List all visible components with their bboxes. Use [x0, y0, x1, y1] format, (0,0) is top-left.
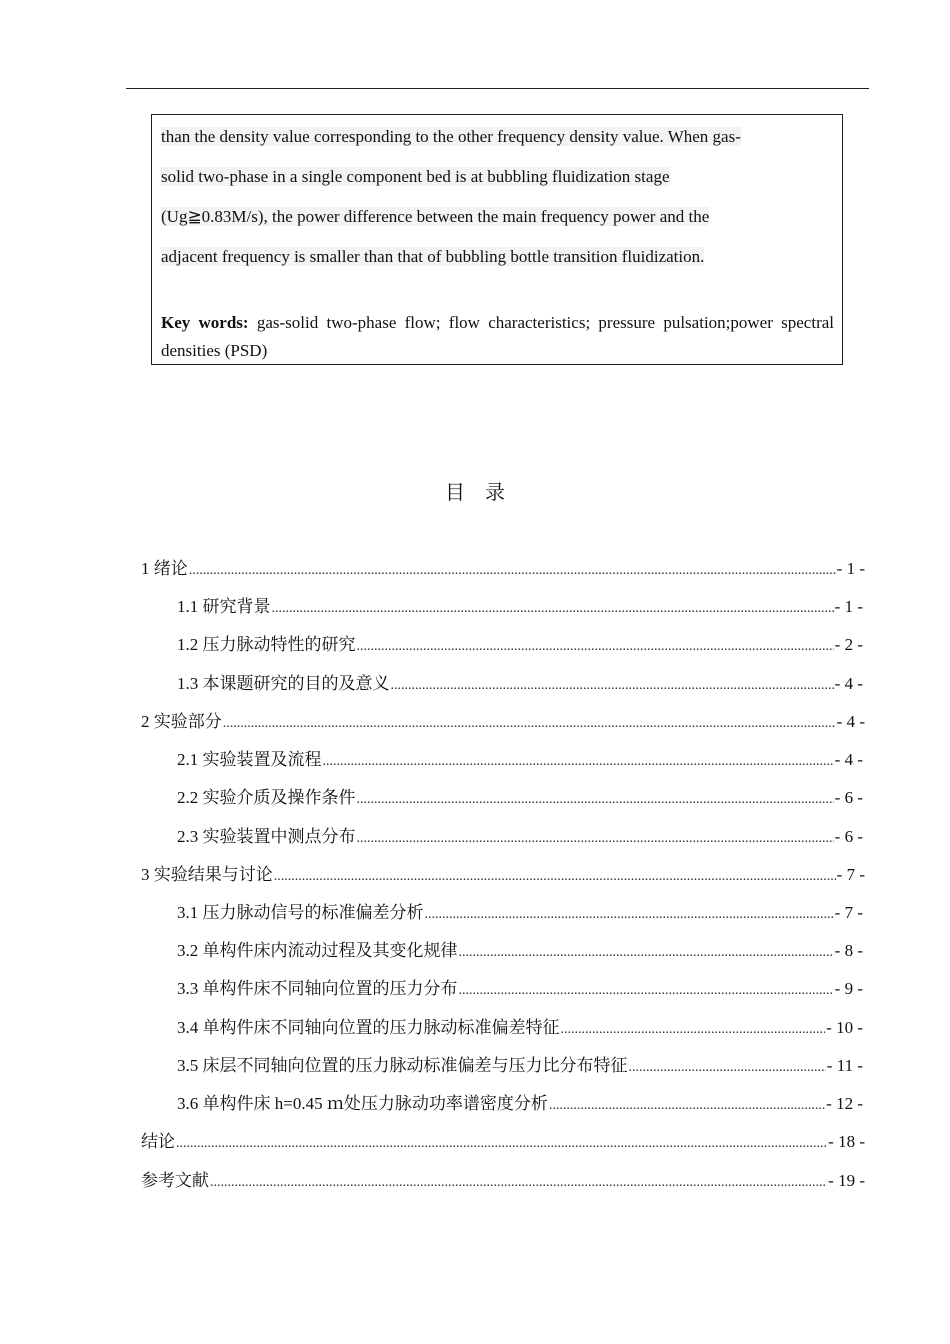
toc-entry[interactable] [177, 748, 863, 772]
toc-entry-label: 2.3 实验装置中测点分布 [177, 827, 356, 846]
toc-entry[interactable] [177, 977, 863, 1001]
toc-entry-page: - 1 - [834, 597, 863, 616]
toc-leader [323, 750, 834, 774]
toc-entry-label: 3 实验结果与讨论 [141, 865, 273, 884]
toc-leader [210, 1171, 827, 1195]
abstract-paragraph [161, 117, 834, 277]
toc-entry-page: - 7 - [834, 903, 863, 922]
toc-entry-label: 2 实验部分 [141, 712, 222, 731]
toc-leader [189, 559, 836, 583]
toc-entry[interactable] [177, 672, 863, 696]
toc-leader [549, 1094, 825, 1118]
toc-entry-label: 结论 [141, 1132, 175, 1151]
abstract-line-4: adjacent frequency is smaller than that of bubbling bottle transition fluidization. [161, 247, 705, 266]
toc-entry-label: 3.2 单构件床内流动过程及其变化规律 [177, 941, 458, 960]
toc-entry[interactable] [177, 901, 863, 925]
toc-entry[interactable] [141, 557, 865, 581]
toc-entry-page: - 11 - [826, 1056, 863, 1075]
toc-entry[interactable] [177, 1092, 863, 1116]
toc-leader [459, 941, 834, 965]
toc-leader [459, 979, 834, 1003]
toc-entry-page: - 6 - [834, 827, 863, 846]
toc-entry-label: 1.1 研究背景 [177, 597, 271, 616]
toc-entry[interactable] [177, 633, 863, 657]
toc-entry-label: 3.6 单构件床 h=0.45 ｍ处压力脉动功率谱密度分析 [177, 1094, 548, 1113]
toc-entry-page: - 8 - [834, 941, 863, 960]
toc-entry[interactable] [141, 710, 865, 734]
toc-entry-label: 参考文献 [141, 1171, 209, 1190]
toc-entry-page: - 7 - [836, 865, 865, 884]
toc-entry-label: 1.3 本课题研究的目的及意义 [177, 674, 390, 693]
toc-entry[interactable] [177, 1054, 863, 1078]
toc-entry[interactable] [177, 1016, 863, 1040]
toc-leader [425, 903, 834, 927]
toc-entry-label: 2.1 实验装置及流程 [177, 750, 322, 769]
toc-entry[interactable] [141, 1130, 865, 1154]
toc-entry-page: - 4 - [834, 750, 863, 769]
toc-entry[interactable] [177, 939, 863, 963]
toc-entry-label: 3.4 单构件床不同轴向位置的压力脉动标准偏差特征 [177, 1018, 560, 1037]
toc-entry-page: - 19 - [828, 1171, 865, 1190]
toc-entry[interactable] [141, 1169, 865, 1193]
toc-entry-label: 3.1 压力脉动信号的标准偏差分析 [177, 903, 424, 922]
toc-entry-page: - 12 - [826, 1094, 863, 1113]
toc-leader [176, 1132, 827, 1156]
toc-leader [272, 597, 834, 621]
toc-entry[interactable] [177, 825, 863, 849]
toc-entry-page: - 1 - [836, 559, 865, 578]
toc-leader [357, 635, 834, 659]
toc-leader [561, 1018, 826, 1042]
toc-entry[interactable] [141, 863, 865, 887]
toc-leader [357, 827, 834, 851]
toc-leader [357, 788, 834, 812]
keywords-label: Key words: [161, 313, 249, 332]
abstract-line-1: than the density value corresponding to the other frequency density value. When gas- [161, 127, 741, 146]
toc-entry-page: - 2 - [834, 635, 863, 654]
toc-entry-page: - 10 - [826, 1018, 863, 1037]
toc-entry-page: - 4 - [836, 712, 865, 731]
abstract-line-3: (Ug≧0.83M/s), the power difference between the main frequency power and the [161, 207, 710, 226]
toc-title-text: 目 录 [445, 480, 505, 504]
keywords [161, 309, 834, 365]
toc-entry-page: - 18 - [828, 1132, 865, 1151]
toc-leader [274, 865, 836, 889]
toc-entry-page: - 4 - [834, 674, 863, 693]
toc-entry-label: 2.2 实验介质及操作条件 [177, 788, 356, 807]
toc-leader [223, 712, 836, 736]
toc-entry-page: - 6 - [834, 788, 863, 807]
header-rule [126, 88, 869, 89]
toc-entry-label: 1.2 压力脉动特性的研究 [177, 635, 356, 654]
toc-entry-label: 1 绪论 [141, 559, 188, 578]
toc-entry[interactable] [177, 595, 863, 619]
toc-entry[interactable] [177, 786, 863, 810]
toc-entry-page: - 9 - [834, 979, 863, 998]
toc-title [0, 476, 950, 505]
keywords-text: gas-solid two-phase flow; flow characteristics; pressure pulsation;power spectral densities (PSD) [161, 313, 834, 360]
abstract-box [151, 114, 843, 365]
toc-leader [391, 674, 834, 698]
toc-entry-label: 3.5 床层不同轴向位置的压力脉动标准偏差与压力比分布特征 [177, 1056, 628, 1075]
abstract-line-2: solid two-phase in a single component bed is at bubbling fluidization stage [161, 167, 670, 186]
toc-entry-label: 3.3 单构件床不同轴向位置的压力分布 [177, 979, 458, 998]
toc-leader [629, 1056, 826, 1080]
